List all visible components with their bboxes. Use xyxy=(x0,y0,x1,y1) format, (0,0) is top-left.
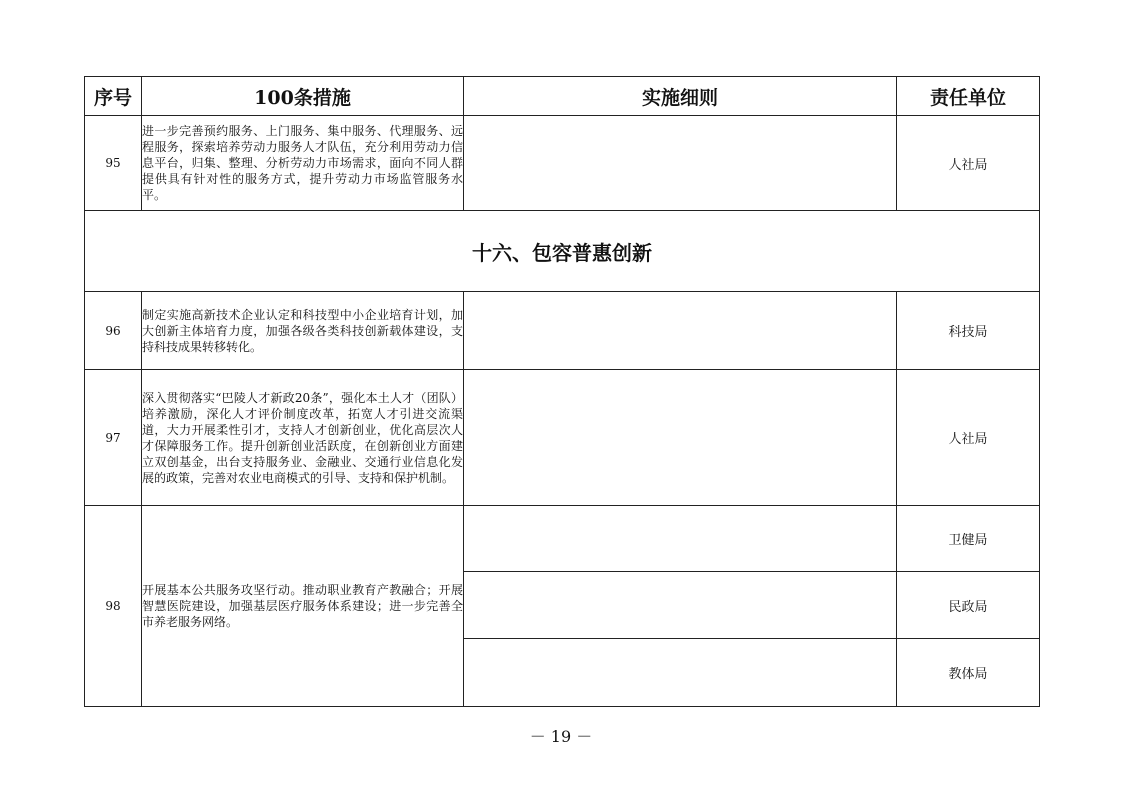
responsible-unit: 民政局 xyxy=(897,572,1040,639)
header-no: 序号 xyxy=(85,77,142,116)
responsible-unit: 教体局 xyxy=(897,639,1040,707)
responsible-unit: 人社局 xyxy=(897,370,1040,506)
detail-cell xyxy=(464,292,897,370)
detail-cell xyxy=(464,116,897,211)
detail-cell xyxy=(464,572,897,639)
responsible-unit: 卫健局 xyxy=(897,506,1040,572)
page-number: － 19 － xyxy=(529,727,593,746)
responsible-unit: 科技局 xyxy=(897,292,1040,370)
detail-cell xyxy=(464,370,897,506)
section-row xyxy=(85,211,1040,292)
measure-text: 开展基本公共服务攻坚行动。推动职业教育产教融合；开展智慧医院建设，加强基层医疗服务体系建设；进一步完善全市养老服务网络。 xyxy=(142,506,464,707)
detail-cell xyxy=(464,506,897,572)
measures-table xyxy=(84,76,1040,707)
row-number: 96 xyxy=(85,292,142,370)
row-number: 98 xyxy=(85,506,142,707)
section-title: 十六、包容普惠创新 xyxy=(85,211,1040,292)
row-number: 95 xyxy=(85,116,142,211)
measure-text: 进一步完善预约服务、上门服务、集中服务、代理服务、远程服务，探索培养劳动力服务人才队伍，充分利用劳动力信息平台，归集、整理、分析劳动力市场需求，面向不同人群提供具有针对性的服务方式，提升劳动力市场监管服务水平。 xyxy=(142,116,464,211)
header-unit: 责任单位 xyxy=(897,77,1040,116)
row-number: 97 xyxy=(85,370,142,506)
measure-text: 制定实施高新技术企业认定和科技型中小企业培育计划，加大创新主体培育力度，加强各级各类科技创新载体建设，支持科技成果转移转化。 xyxy=(142,292,464,370)
header-measure: 100条措施 xyxy=(142,77,464,116)
detail-cell xyxy=(464,639,897,707)
table-row xyxy=(85,370,1040,506)
measure-text: 深入贯彻落实“巴陵人才新政20条”，强化本土人才（团队）培养激励，深化人才评价制度改革，拓宽人才引进交流渠道，大力开展柔性引才，支持人才创新创业，优化高层次人才保障服务工作。提升创新创业活跃度，在创新创业方面建立双创基金，出台支持服务业、金融业、交通行业信息化发展的政策，完善对农业电商模式的引导、支持和保护机制。 xyxy=(142,370,464,506)
table-header-row xyxy=(85,77,1040,116)
responsible-unit: 人社局 xyxy=(897,116,1040,211)
table-row xyxy=(85,116,1040,211)
table-row xyxy=(85,292,1040,370)
table-row xyxy=(85,506,1040,572)
header-detail: 实施细则 xyxy=(464,77,897,116)
